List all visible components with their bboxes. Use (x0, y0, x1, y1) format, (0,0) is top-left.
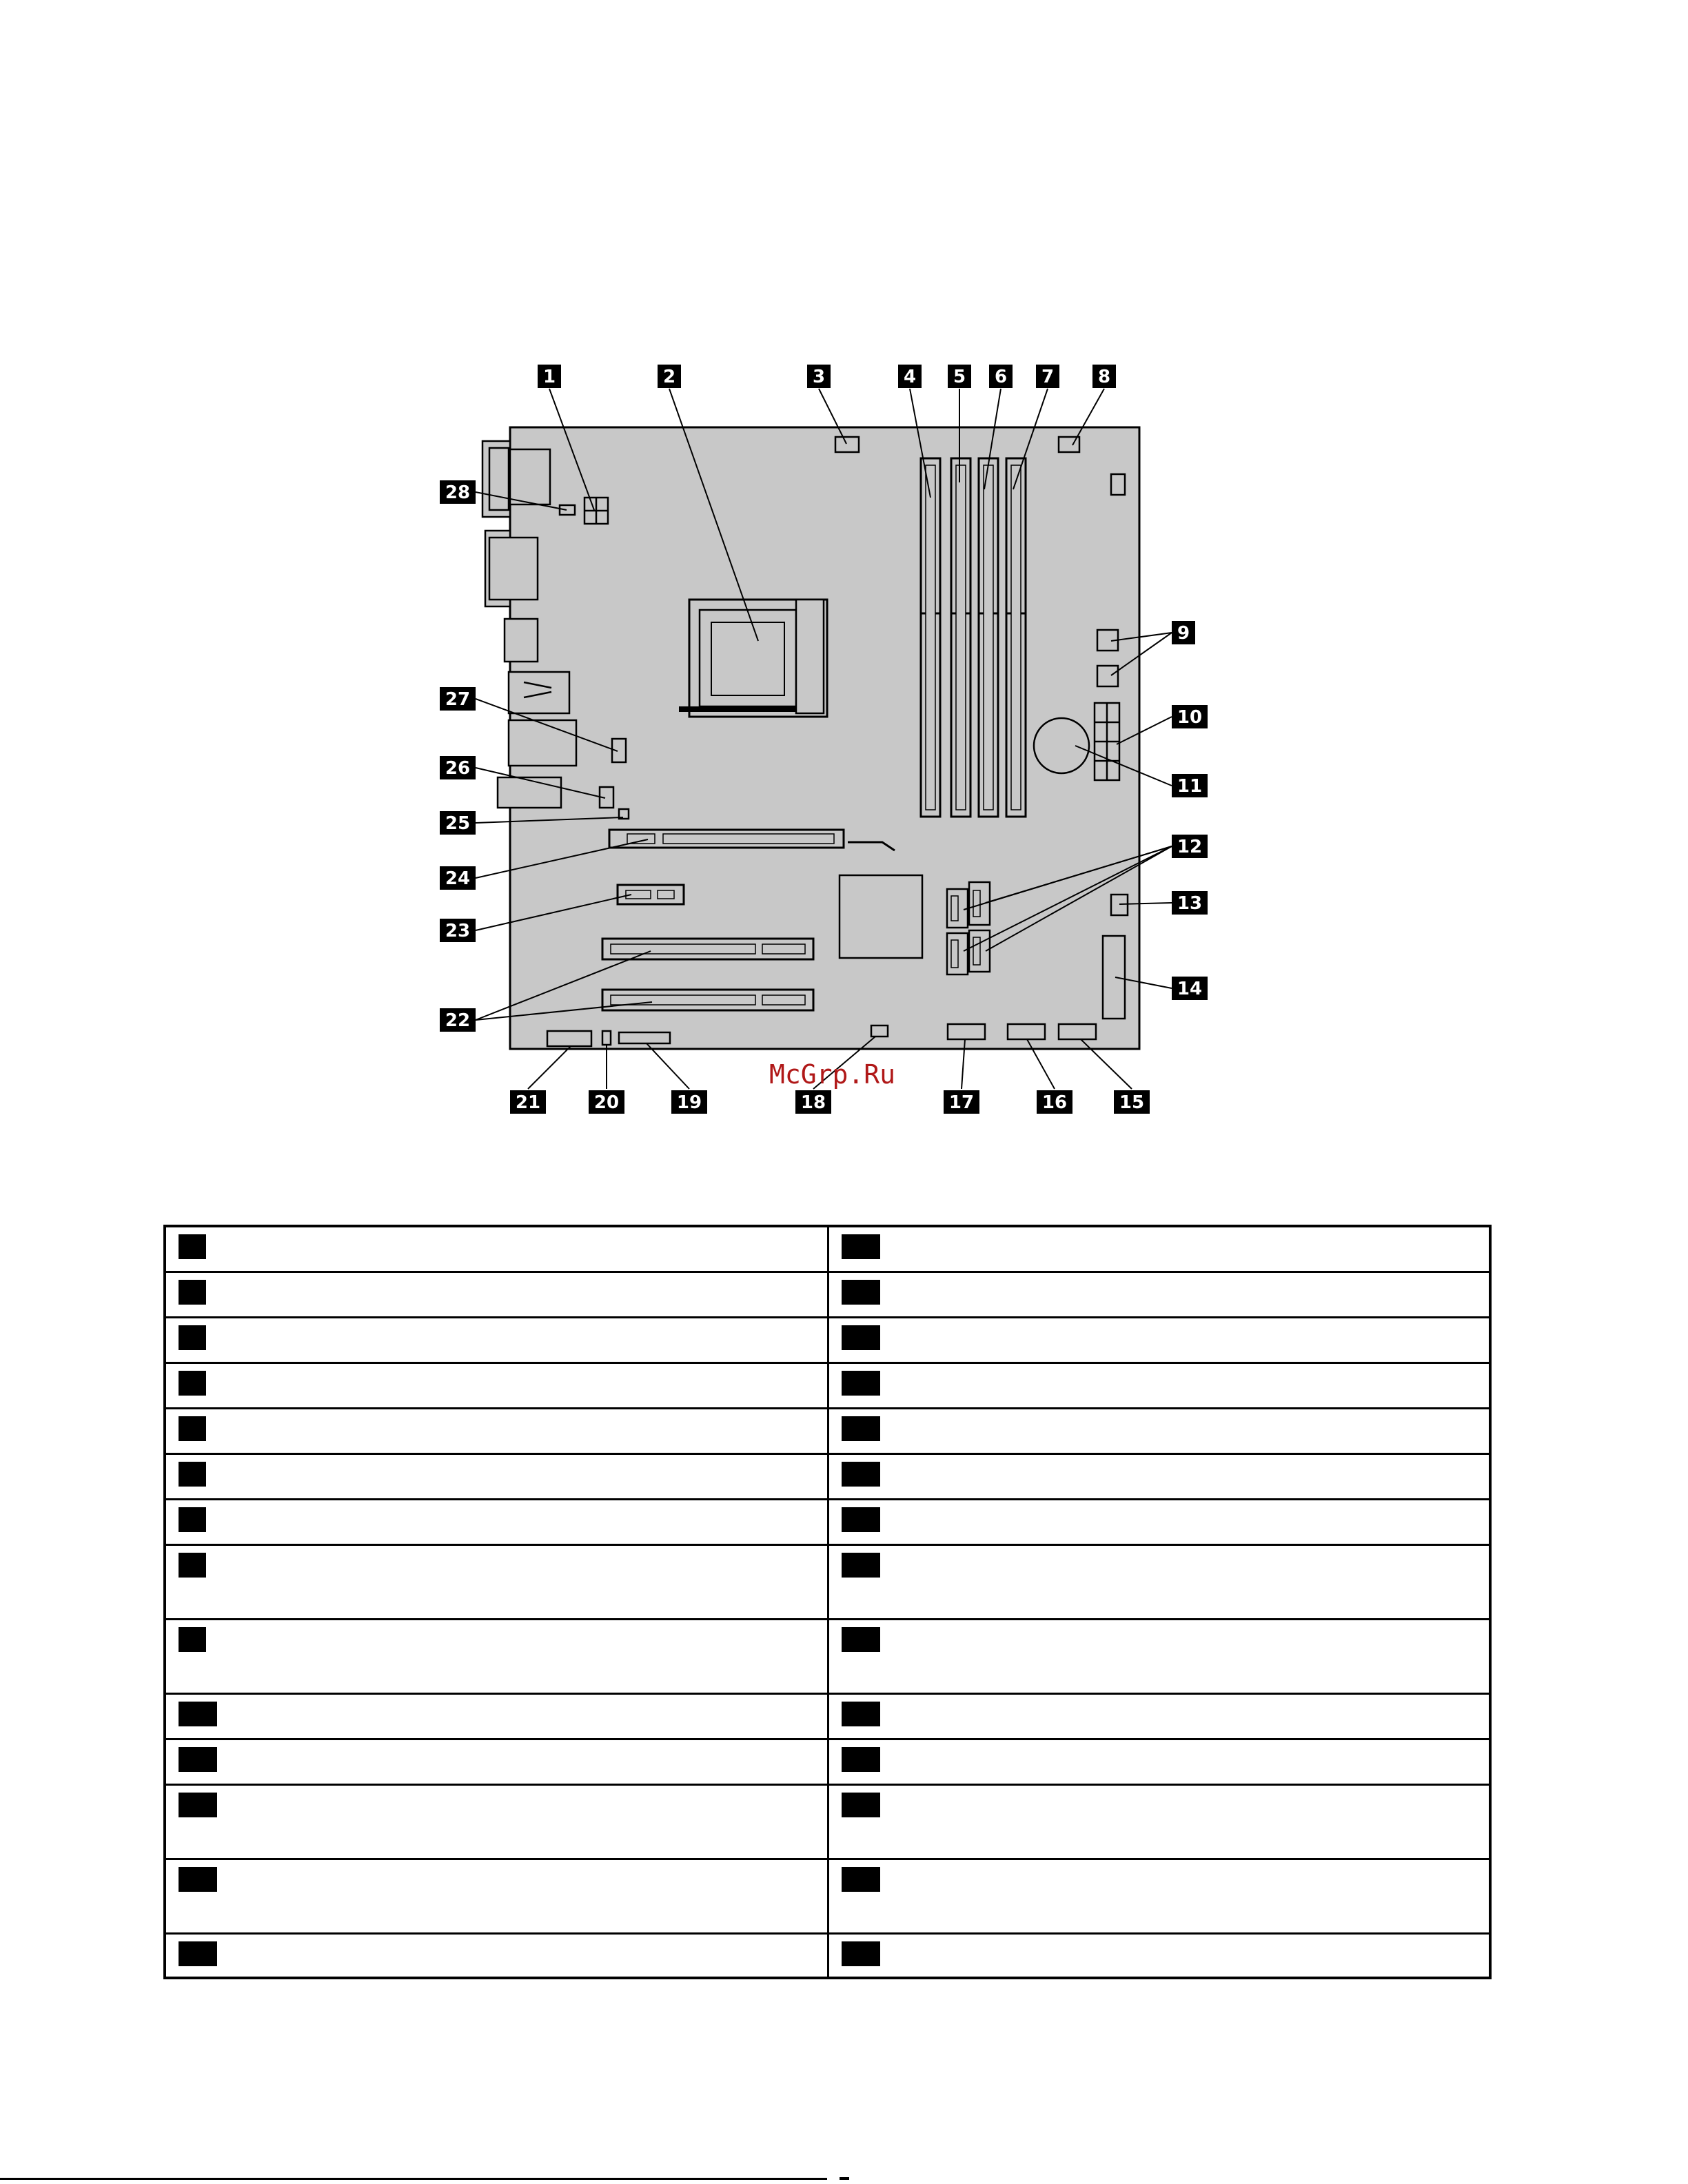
watermark-text: McGrp.Ru (769, 1059, 896, 1090)
parts-table (163, 1225, 1492, 1979)
callout-28 (440, 480, 476, 504)
callout-badge: 22 (842, 1553, 880, 1578)
microprocessor-socket (679, 600, 827, 717)
table-cell-left (166, 1740, 829, 1784)
callout-9 (1172, 621, 1195, 644)
table-cell-left (166, 1364, 829, 1407)
table-cell-right (829, 1455, 1489, 1498)
table-cell-left (166, 1935, 829, 1977)
callout-26 (440, 756, 476, 779)
callout-badge: 4 (179, 1371, 206, 1396)
table-cell-right (829, 1364, 1489, 1407)
svg-text:18: 18 (800, 1092, 826, 1113)
callout-12 (1172, 835, 1208, 858)
table-cell-left (166, 1860, 829, 1932)
callout-badge: 25 (842, 1747, 880, 1772)
table-row (166, 1455, 1489, 1500)
svg-text:8: 8 (1097, 367, 1111, 387)
table-row (166, 1695, 1489, 1740)
callout-16 (1037, 1090, 1072, 1114)
svg-text:27: 27 (445, 689, 471, 710)
svg-text:10: 10 (1177, 707, 1203, 728)
footer-tick (840, 2177, 849, 2180)
callout-1 (538, 365, 561, 388)
table-row (166, 1227, 1489, 1273)
callout-8 (1092, 365, 1116, 388)
callout-badge: 18 (842, 1371, 880, 1396)
table-cell-left (166, 1273, 829, 1316)
table-cell-right (829, 1409, 1489, 1453)
table-row (166, 1860, 1489, 1935)
svg-text:14: 14 (1177, 979, 1203, 999)
table-row (166, 1500, 1489, 1546)
svg-text:13: 13 (1177, 893, 1203, 914)
table-cell-right (829, 1935, 1489, 1977)
callout-7 (1036, 365, 1059, 388)
callout-23 (440, 919, 476, 942)
callout-20 (589, 1090, 624, 1114)
svg-text:5: 5 (953, 367, 966, 387)
svg-text:1: 1 (542, 367, 556, 387)
svg-text:15: 15 (1119, 1092, 1145, 1113)
callout-19 (671, 1090, 707, 1114)
table-row (166, 1546, 1489, 1620)
callout-21 (510, 1090, 546, 1114)
table-cell-left (166, 1500, 829, 1544)
callout-badge: 20 (842, 1462, 880, 1487)
callout-24 (440, 866, 476, 890)
callout-badge: 1 (179, 1234, 206, 1259)
callout-badge: 2 (179, 1280, 206, 1305)
table-cell-right (829, 1273, 1489, 1316)
callout-badge: 9 (179, 1627, 206, 1652)
callout-badge: 6 (179, 1462, 206, 1487)
table-cell-right (829, 1695, 1489, 1738)
callout-badge: 15 (842, 1234, 880, 1259)
table-row (166, 1935, 1489, 1977)
svg-text:25: 25 (445, 813, 471, 834)
svg-text:20: 20 (593, 1092, 620, 1113)
svg-text:17: 17 (948, 1092, 975, 1113)
table-cell-right (829, 1318, 1489, 1362)
callout-15 (1114, 1090, 1150, 1114)
table-cell-left (166, 1620, 829, 1693)
callout-17 (944, 1090, 979, 1114)
callout-25 (440, 811, 476, 835)
callout-22 (440, 1008, 476, 1032)
svg-text:28: 28 (445, 482, 471, 503)
svg-text:2: 2 (662, 367, 676, 387)
callout-18 (795, 1090, 831, 1114)
table-cell-right (829, 1786, 1489, 1858)
callout-badge: 24 (842, 1702, 880, 1726)
table-row (166, 1409, 1489, 1455)
callout-badge: 5 (179, 1416, 206, 1441)
table-cell-left (166, 1786, 829, 1858)
svg-text:7: 7 (1041, 367, 1055, 387)
table-row (166, 1786, 1489, 1860)
callout-4 (898, 365, 922, 388)
svg-text:23: 23 (445, 921, 471, 941)
callout-badge: 13 (179, 1867, 217, 1892)
table-cell-right (829, 1860, 1489, 1932)
callout-badge: 10 (179, 1702, 217, 1726)
callout-badge: 3 (179, 1325, 206, 1350)
table-row (166, 1620, 1489, 1695)
callout-badge: 11 (179, 1747, 217, 1772)
callout-5 (948, 365, 971, 388)
callout-11 (1172, 774, 1208, 797)
table-cell-right (829, 1620, 1489, 1693)
callout-badge: 7 (179, 1507, 206, 1532)
svg-text:9: 9 (1177, 623, 1190, 644)
footer-rule (0, 2178, 827, 2180)
svg-text:3: 3 (812, 367, 826, 387)
callout-badge: 21 (842, 1507, 880, 1532)
callout-2 (658, 365, 681, 388)
svg-text:16: 16 (1041, 1092, 1068, 1113)
callout-badge: 19 (842, 1416, 880, 1441)
callout-badge: 28 (842, 1941, 880, 1966)
table-row (166, 1740, 1489, 1786)
table-cell-right (829, 1740, 1489, 1784)
svg-text:12: 12 (1177, 837, 1203, 857)
table-cell-left (166, 1318, 829, 1362)
svg-text:22: 22 (445, 1010, 471, 1031)
callout-badge: 14 (179, 1941, 217, 1966)
svg-text:11: 11 (1177, 776, 1203, 797)
table-cell-left (166, 1409, 829, 1453)
callout-6 (989, 365, 1013, 388)
callout-13 (1172, 891, 1208, 915)
table-cell-left (166, 1546, 829, 1618)
callout-badge: 17 (842, 1325, 880, 1350)
svg-text:24: 24 (445, 868, 471, 889)
callout-badge: 27 (842, 1867, 880, 1892)
svg-text:19: 19 (676, 1092, 702, 1113)
table-cell-right (829, 1500, 1489, 1544)
table-row (166, 1273, 1489, 1318)
svg-text:4: 4 (903, 367, 917, 387)
table-row (166, 1364, 1489, 1409)
callout-badge: 8 (179, 1553, 206, 1578)
table-cell-left (166, 1695, 829, 1738)
svg-text:21: 21 (515, 1092, 541, 1113)
callout-14 (1172, 977, 1208, 1000)
callout-badge: 12 (179, 1793, 217, 1817)
callout-3 (807, 365, 831, 388)
table-cell-right (829, 1546, 1489, 1618)
table-cell-left (166, 1455, 829, 1498)
callout-badge: 23 (842, 1627, 880, 1652)
svg-text:26: 26 (445, 758, 471, 779)
table-cell-right (829, 1227, 1489, 1271)
table-cell-left (166, 1227, 829, 1271)
callout-badge: 26 (842, 1793, 880, 1817)
callout-10 (1172, 705, 1208, 728)
svg-text:6: 6 (994, 367, 1008, 387)
callout-27 (440, 687, 476, 711)
table-row (166, 1318, 1489, 1364)
callout-badge: 16 (842, 1280, 880, 1305)
